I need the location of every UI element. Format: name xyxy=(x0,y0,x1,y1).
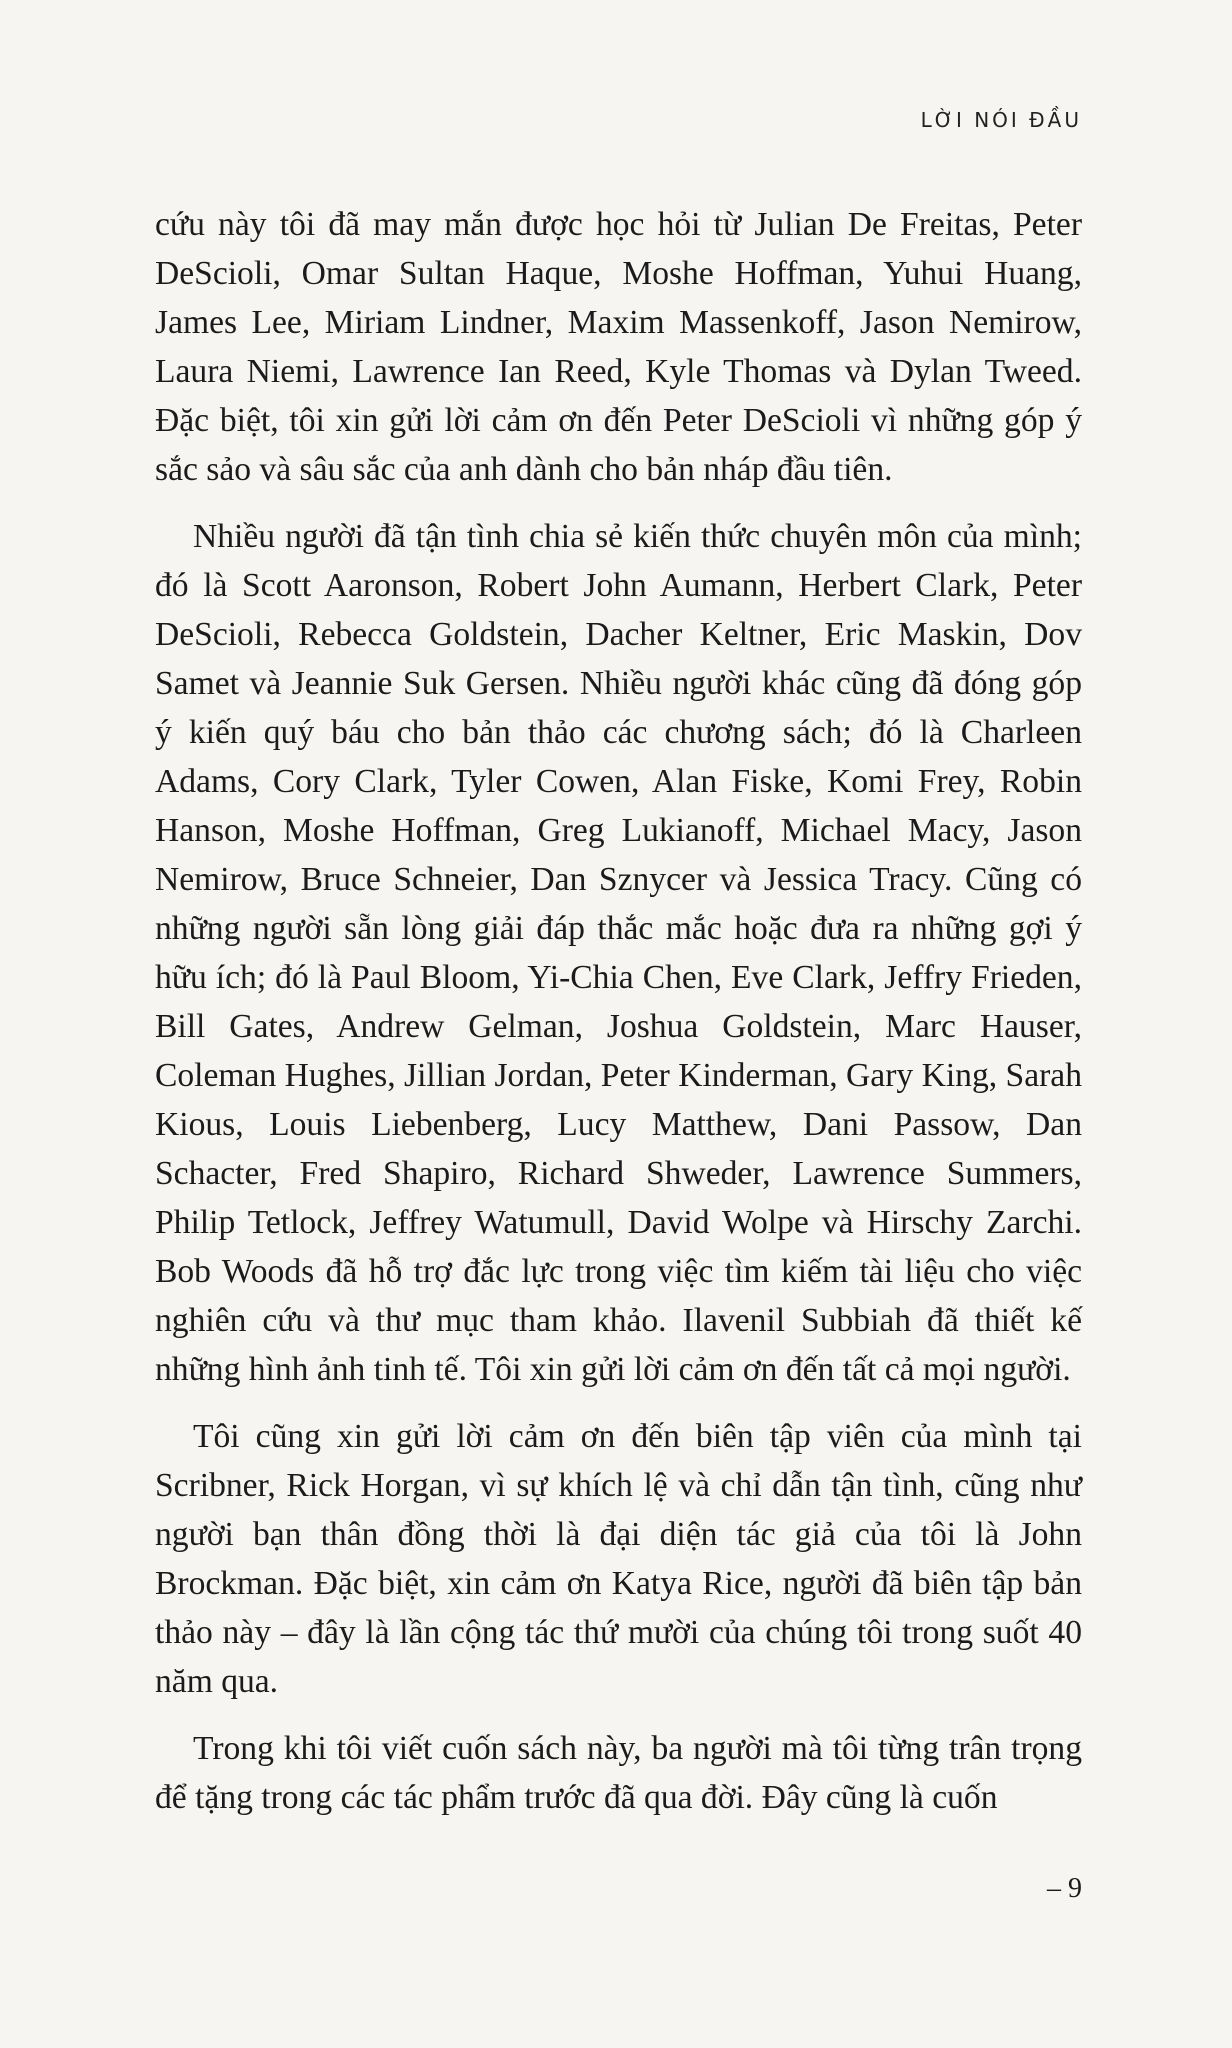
page-number: – 9 xyxy=(1047,1873,1082,1904)
paragraph-1: cứu này tôi đã may mắn được học hỏi từ Julian De Freitas, Peter DeScioli, Omar Sultan Haque, Moshe Hoffman, Yuhui Huang, James Lee, Miriam Lindner, Maxim Massenkoff, Jason Nemirow, Laura Niemi, Lawrence Ian Reed, Kyle Thomas và Dylan Tweed. Đặc biệt, tôi xin gửi lời cảm ơn đến Peter DeScioli vì những góp ý sắc sảo và sâu sắc của anh dành cho bản nháp đầu tiên. xyxy=(155,206,1082,488)
paragraph-2: Nhiều người đã tận tình chia sẻ kiến thức chuyên môn của mình; đó là Scott Aaronson, Robert John Aumann, Herbert Clark, Peter DeScioli, Rebecca Goldstein, Dacher Keltner, Eric Maskin, Dov Samet và Jeannie Suk Gersen. Nhiều người khác cũng đã đóng góp ý kiến quý báu cho bản thảo các chương sách; đó là Charleen Adams, Cory Clark, Tyler Cowen, Alan Fiske, Komi Frey, Robin Hanson, Moshe Hoffman, Greg Lukianoff, Michael Macy, Jason Nemirow, Bruce Schneier, Dan Sznycer và Jessica Tracy. Cũng có những người sẵn lòng giải đáp thắc mắc hoặc đưa ra những gợi ý hữu ích; đó là Paul Bloom, Yi-Chia Chen, Eve Clark, Jeffry Frieden, Bill Gates, Andrew Gelman, Joshua Goldstein, Marc Hauser, Coleman Hughes, Jillian Jordan, Peter Kinderman, Gary King, Sarah Kious, Louis Liebenberg, Lucy Matthew, Dani Passow, Dan Schacter, Fred Shapiro, Richard Shweder, Lawrence Summers, Philip Tetlock, Jeffrey Watumull, David Wolpe và Hirschy Zarchi. Bob Woods đã hỗ trợ đắc lực trong việc tìm kiếm tài liệu cho việc nghiên cứu và thư mục tham khảo. Ilavenil Subbiah đã thiết kế những hình ảnh tinh tế. Tôi xin gửi lời cảm ơn đến tất cả mọi người. xyxy=(155,518,1082,1388)
paragraph-3: Tôi cũng xin gửi lời cảm ơn đến biên tập viên của mình tại Scribner, Rick Horgan, vì sự khích lệ và chỉ dẫn tận tình, cũng như người bạn thân đồng thời là đại diện tác giả của tôi là John Brockman. Đặc biệt, xin cảm ơn Katya Rice, người đã biên tập bản thảo này – đây là lần cộng tác thứ mười của chúng tôi trong suốt 40 năm qua. xyxy=(155,1418,1082,1700)
body-text xyxy=(155,200,1082,1840)
paragraph-4: Trong khi tôi viết cuốn sách này, ba người mà tôi từng trân trọng để tặng trong các tác phẩm trước đã qua đời. Đây cũng là cuốn xyxy=(155,1730,1082,1816)
running-header: LỜI NÓI ĐẦU xyxy=(920,108,1082,132)
